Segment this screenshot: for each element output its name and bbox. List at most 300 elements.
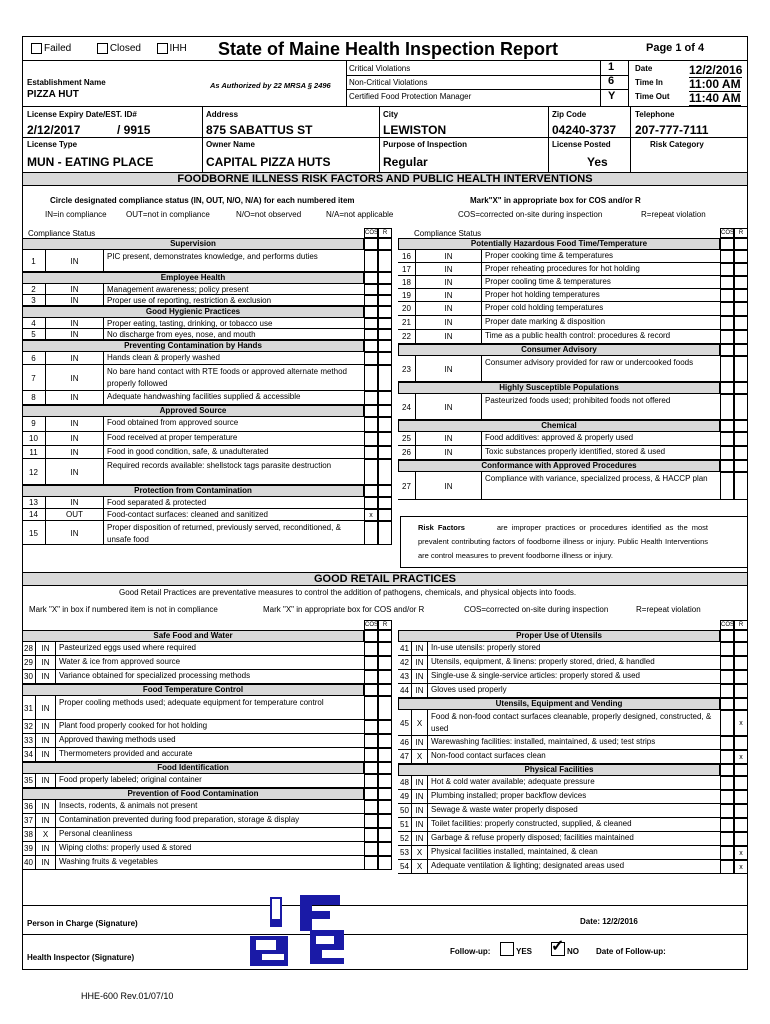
- item-number: 52: [398, 832, 412, 846]
- compliance-status[interactable]: IN: [36, 748, 56, 762]
- compliance-status[interactable]: IN: [46, 391, 104, 405]
- section-band: Potentially Hazardous Food Time/Temperature: [398, 238, 720, 250]
- item-number: 1: [22, 250, 46, 272]
- item-description: Water & ice from approved source: [59, 657, 181, 666]
- r-cell[interactable]: [378, 391, 392, 405]
- item-description: Contamination prevented during food preparation, storage & display: [59, 815, 300, 824]
- item-number: 50: [398, 804, 412, 818]
- cos-cell[interactable]: [364, 352, 378, 365]
- cos-cell[interactable]: [720, 446, 734, 460]
- cos-cell[interactable]: [364, 446, 378, 459]
- compliance-status[interactable]: IN: [416, 356, 482, 382]
- r-cell[interactable]: [734, 250, 748, 263]
- r-cell[interactable]: [378, 340, 392, 352]
- item-number: 47: [398, 750, 412, 764]
- r-cell[interactable]: [734, 420, 748, 432]
- r-cell[interactable]: [734, 832, 748, 846]
- risk-instruction-2: Mark"X" in appropriate box for COS and/or R: [470, 196, 641, 205]
- r-cell[interactable]: [378, 842, 392, 856]
- r-cell[interactable]: [378, 630, 392, 642]
- cos-cell[interactable]: [720, 684, 734, 698]
- item-number: 36: [22, 800, 36, 814]
- r-cell[interactable]: [378, 748, 392, 762]
- cos-cell[interactable]: [720, 432, 734, 446]
- compliance-status[interactable]: IN: [416, 302, 482, 316]
- cos-cell[interactable]: [720, 316, 734, 330]
- compliance-status[interactable]: X: [412, 710, 428, 736]
- cos-cell[interactable]: [720, 736, 734, 750]
- cos-cell[interactable]: [720, 750, 734, 764]
- time-out-value: 11:40 AM: [689, 91, 741, 105]
- establishment-name-label: Establishment Name: [27, 78, 106, 87]
- cos-cell[interactable]: [720, 382, 734, 394]
- item-number: 22: [398, 330, 416, 344]
- r-cell[interactable]: [734, 776, 748, 790]
- r-header: R: [734, 620, 748, 630]
- r-cell[interactable]: [734, 670, 748, 684]
- cos-cell[interactable]: [364, 459, 378, 485]
- compliance-status[interactable]: IN: [46, 284, 104, 295]
- r-cell[interactable]: [378, 284, 392, 295]
- item-number: 3: [22, 295, 46, 306]
- compliance-status[interactable]: X: [412, 750, 428, 764]
- closed-label: Closed: [109, 43, 141, 55]
- cos-cell[interactable]: [364, 630, 378, 642]
- compliance-status[interactable]: IN: [46, 432, 104, 446]
- compliance-status[interactable]: IN: [36, 734, 56, 748]
- cos-cell[interactable]: [720, 344, 734, 356]
- compliance-status[interactable]: IN: [46, 365, 104, 391]
- r-cell[interactable]: [734, 344, 748, 356]
- compliance-status[interactable]: IN: [46, 417, 104, 432]
- compliance-status[interactable]: IN: [412, 736, 428, 750]
- r-cell[interactable]: [378, 446, 392, 459]
- r-cell[interactable]: [734, 316, 748, 330]
- item-description: Wiping cloths: properly used & stored: [59, 843, 192, 852]
- compliance-status[interactable]: X: [412, 860, 428, 874]
- cos-cell[interactable]: [364, 340, 378, 352]
- item-description: In-use utensils: properly stored: [431, 643, 541, 652]
- cos-cell[interactable]: [364, 238, 378, 250]
- item-number: 18: [398, 276, 416, 289]
- r-cell[interactable]: [734, 764, 748, 776]
- section-band: Safe Food and Water: [22, 630, 364, 642]
- item-number: 7: [22, 365, 46, 391]
- r-cell[interactable]: [378, 365, 392, 391]
- cos-cell[interactable]: [364, 828, 378, 842]
- cos-cell[interactable]: [720, 764, 734, 776]
- item-description: Food in good condition, safe, & unadulterated: [107, 447, 269, 456]
- r-cell[interactable]: [734, 790, 748, 804]
- compliance-status[interactable]: IN: [416, 330, 482, 344]
- r-cell[interactable]: [378, 509, 392, 521]
- r-cell[interactable]: [734, 263, 748, 276]
- cos-cell[interactable]: [720, 460, 734, 472]
- r-cell[interactable]: [734, 698, 748, 710]
- r-cell[interactable]: [734, 684, 748, 698]
- r-cell[interactable]: [378, 670, 392, 684]
- cos-cell[interactable]: [720, 238, 734, 250]
- cos-cell[interactable]: [364, 272, 378, 284]
- r-cell[interactable]: x: [734, 860, 748, 874]
- compliance-status[interactable]: IN: [416, 472, 482, 500]
- compliance-status-header: Compliance Status: [28, 229, 96, 238]
- item-number: 41: [398, 642, 412, 656]
- cos-cell[interactable]: [720, 394, 734, 420]
- legend-cos: COS=corrected on-site during inspection: [458, 210, 603, 219]
- legend-no: N/O=not observed: [236, 210, 302, 219]
- compliance-status[interactable]: IN: [36, 656, 56, 670]
- item-number: 10: [22, 432, 46, 446]
- compliance-status[interactable]: IN: [412, 818, 428, 832]
- item-description: Physical facilities installed, maintained, & clean: [431, 847, 598, 856]
- compliance-status[interactable]: X: [36, 828, 56, 842]
- r-cell[interactable]: [378, 352, 392, 365]
- cos-cell[interactable]: [364, 774, 378, 788]
- cos-header: COS: [721, 622, 735, 628]
- compliance-status[interactable]: IN: [46, 250, 104, 272]
- section-band: Approved Source: [22, 405, 364, 417]
- item-number: 43: [398, 670, 412, 684]
- compliance-status[interactable]: IN: [416, 276, 482, 289]
- license-type-value: MUN - EATING PLACE: [27, 155, 154, 169]
- compliance-status[interactable]: IN: [416, 394, 482, 420]
- cos-cell[interactable]: [364, 642, 378, 656]
- r-cell[interactable]: [378, 656, 392, 670]
- cos-cell[interactable]: [720, 302, 734, 316]
- cos-cell[interactable]: [364, 318, 378, 329]
- r-cell[interactable]: [734, 302, 748, 316]
- cos-header: COS: [721, 230, 735, 236]
- cos-cell[interactable]: [364, 748, 378, 762]
- cos-cell[interactable]: [720, 698, 734, 710]
- cos-cell[interactable]: [720, 276, 734, 289]
- compliance-status[interactable]: IN: [412, 776, 428, 790]
- good-retail-subtitle: Good Retail Practices are preventative measures to control the addition of pathogens, chemicals, and physical objects into foods.: [119, 588, 577, 597]
- item-description: Proper cold holding temperatures: [485, 303, 604, 312]
- compliance-status[interactable]: IN: [36, 842, 56, 856]
- item-description: Proper cooling time & temperatures: [485, 277, 611, 286]
- r-cell[interactable]: [378, 272, 392, 284]
- r-cell[interactable]: [378, 306, 392, 318]
- cos-cell[interactable]: [364, 295, 378, 306]
- item-description: Adequate handwashing facilities supplied & accessible: [107, 392, 301, 401]
- cos-cell[interactable]: [364, 788, 378, 800]
- cos-header: COS: [365, 230, 379, 236]
- compliance-status[interactable]: IN: [46, 329, 104, 340]
- cos-cell[interactable]: [364, 485, 378, 497]
- person-in-charge-label: Person in Charge (Signature): [27, 919, 138, 928]
- compliance-status[interactable]: IN: [46, 497, 104, 509]
- item-description: Proper cooling methods used; adequate equipment for temperature control: [59, 698, 324, 707]
- cos-cell[interactable]: [364, 405, 378, 417]
- cos-cell[interactable]: [364, 670, 378, 684]
- telephone-label: Telephone: [635, 110, 675, 119]
- cos-cell[interactable]: [720, 860, 734, 874]
- compliance-status[interactable]: IN: [416, 446, 482, 460]
- cos-cell[interactable]: [364, 250, 378, 272]
- cos-cell[interactable]: [364, 284, 378, 295]
- compliance-status[interactable]: IN: [36, 856, 56, 870]
- item-description: No bare hand contact with RTE foods or approved alternate method properly followed: [107, 367, 347, 388]
- item-number: 24: [398, 394, 416, 420]
- cos-cell[interactable]: [720, 356, 734, 382]
- cos-cell[interactable]: [364, 656, 378, 670]
- cos-cell[interactable]: [720, 263, 734, 276]
- r-cell[interactable]: [378, 295, 392, 306]
- noncritical-violations-count: 6: [608, 75, 615, 87]
- r-cell[interactable]: [378, 250, 392, 272]
- compliance-status[interactable]: IN: [416, 289, 482, 302]
- compliance-status[interactable]: IN: [416, 263, 482, 276]
- item-description: Garbage & refuse properly disposed; facilities maintained: [431, 833, 634, 842]
- compliance-status[interactable]: IN: [412, 656, 428, 670]
- cos-cell[interactable]: x: [364, 509, 378, 521]
- item-number: 20: [398, 302, 416, 316]
- follow-up-yes-checkbox[interactable]: [500, 942, 514, 956]
- item-number: 6: [22, 352, 46, 365]
- item-number: 48: [398, 776, 412, 790]
- item-number: 4: [22, 318, 46, 329]
- cos-cell[interactable]: [364, 856, 378, 870]
- cos-cell[interactable]: [720, 776, 734, 790]
- r-cell[interactable]: [734, 446, 748, 460]
- compliance-status[interactable]: IN: [46, 295, 104, 306]
- cos-cell[interactable]: [720, 289, 734, 302]
- cos-cell[interactable]: [720, 420, 734, 432]
- compliance-status[interactable]: IN: [416, 250, 482, 263]
- r-cell[interactable]: [734, 472, 748, 500]
- cos-cell[interactable]: [364, 814, 378, 828]
- item-number: 40: [22, 856, 36, 870]
- item-number: 2: [22, 284, 46, 295]
- r-cell[interactable]: [734, 432, 748, 446]
- cos-cell[interactable]: [364, 306, 378, 318]
- compliance-status[interactable]: IN: [412, 832, 428, 846]
- r-cell[interactable]: [734, 630, 748, 642]
- cos-cell[interactable]: [364, 842, 378, 856]
- compliance-status[interactable]: IN: [412, 670, 428, 684]
- item-description: Warewashing facilities: installed, maintained, & used; test strips: [431, 737, 656, 746]
- item-description: Toilet facilities: properly constructed, supplied, & cleaned: [431, 819, 632, 828]
- cos-cell[interactable]: [364, 391, 378, 405]
- cos-cell[interactable]: [364, 365, 378, 391]
- r-cell[interactable]: [734, 276, 748, 289]
- cos-cell[interactable]: [364, 521, 378, 545]
- compliance-status[interactable]: IN: [36, 814, 56, 828]
- cos-cell[interactable]: [364, 417, 378, 432]
- item-number: 29: [22, 656, 36, 670]
- r-cell[interactable]: [378, 814, 392, 828]
- cos-cell[interactable]: [364, 329, 378, 340]
- section-band: Chemical: [398, 420, 720, 432]
- r-cell[interactable]: [378, 432, 392, 446]
- person-in-charge-signature: [260, 893, 350, 933]
- item-description: Non-food contact surfaces clean: [431, 751, 546, 760]
- cos-cell[interactable]: [720, 832, 734, 846]
- section-band: Proper Use of Utensils: [398, 630, 720, 642]
- item-number: 5: [22, 329, 46, 340]
- cos-cell[interactable]: [364, 497, 378, 509]
- status-checkboxes: [31, 43, 187, 54]
- item-number: 11: [22, 446, 46, 459]
- cos-cell[interactable]: [364, 684, 378, 696]
- compliance-status[interactable]: IN: [412, 684, 428, 698]
- compliance-status[interactable]: IN: [412, 804, 428, 818]
- cfpm-value: Y: [608, 90, 616, 102]
- r-cell[interactable]: [378, 485, 392, 497]
- legend-na: N/A=not applicable: [326, 210, 394, 219]
- compliance-status[interactable]: IN: [46, 521, 104, 545]
- item-description: Thermometers provided and accurate: [59, 749, 193, 758]
- item-description: Personal cleanliness: [59, 829, 133, 838]
- cos-cell[interactable]: [364, 720, 378, 734]
- r-cell[interactable]: [734, 289, 748, 302]
- r-cell[interactable]: [378, 800, 392, 814]
- item-number: 9: [22, 417, 46, 432]
- item-number: 51: [398, 818, 412, 832]
- section-band: Protection from Contamination: [22, 485, 364, 497]
- r-cell[interactable]: [734, 736, 748, 750]
- compliance-status[interactable]: IN: [416, 432, 482, 446]
- cos-cell[interactable]: [364, 696, 378, 720]
- r-cell[interactable]: [734, 330, 748, 344]
- r-cell[interactable]: x: [734, 710, 748, 736]
- r-cell[interactable]: [734, 656, 748, 670]
- r-cell[interactable]: [734, 804, 748, 818]
- r-cell[interactable]: [378, 329, 392, 340]
- item-description: Proper disposition of returned, previously served, reconditioned, & unsafe food: [107, 523, 341, 544]
- form-id: HHE-600 Rev.01/07/10: [81, 991, 174, 1001]
- health-inspector-signature: [250, 930, 350, 968]
- r-cell[interactable]: [378, 318, 392, 329]
- ihh-checkbox[interactable]: [157, 43, 168, 54]
- compliance-status[interactable]: X: [412, 846, 428, 860]
- item-number: 42: [398, 656, 412, 670]
- cos-cell[interactable]: [720, 818, 734, 832]
- compliance-status[interactable]: IN: [36, 696, 56, 720]
- item-description: Hands clean & properly washed: [107, 353, 220, 362]
- r-cell[interactable]: [734, 382, 748, 394]
- r-cell[interactable]: [378, 696, 392, 720]
- compliance-status[interactable]: IN: [416, 316, 482, 330]
- compliance-status[interactable]: IN: [36, 800, 56, 814]
- cos-cell[interactable]: [720, 804, 734, 818]
- risk-factors-note-label: Risk Factors: [418, 523, 465, 532]
- inspection-date: Date: 12/2/2016: [580, 917, 638, 926]
- compliance-status[interactable]: IN: [46, 352, 104, 365]
- compliance-status[interactable]: IN: [36, 642, 56, 656]
- cos-cell[interactable]: [364, 734, 378, 748]
- legend-in: IN=in compliance: [45, 210, 107, 219]
- compliance-status[interactable]: IN: [46, 318, 104, 329]
- cos-cell[interactable]: [364, 432, 378, 446]
- cos-cell[interactable]: [720, 670, 734, 684]
- cos-cell[interactable]: [720, 630, 734, 642]
- r-cell[interactable]: [378, 734, 392, 748]
- item-number: 54: [398, 860, 412, 874]
- r-cell[interactable]: [734, 642, 748, 656]
- compliance-status[interactable]: IN: [36, 670, 56, 684]
- address-value: 875 SABATTUS ST: [206, 123, 313, 137]
- license-posted-value: Yes: [587, 155, 608, 169]
- compliance-status[interactable]: IN: [46, 446, 104, 459]
- failed-checkbox[interactable]: [31, 43, 42, 54]
- cos-cell[interactable]: [720, 656, 734, 670]
- r-cell[interactable]: [378, 417, 392, 432]
- r-cell[interactable]: [378, 497, 392, 509]
- r-cell[interactable]: [378, 720, 392, 734]
- item-description: Sewage & waste water properly disposed: [431, 805, 578, 814]
- item-description: Hot & cold water available; adequate pressure: [431, 777, 595, 786]
- r-cell[interactable]: [378, 459, 392, 485]
- cos-cell[interactable]: [720, 710, 734, 736]
- r-cell[interactable]: [378, 774, 392, 788]
- cos-cell[interactable]: [364, 800, 378, 814]
- item-number: 19: [398, 289, 416, 302]
- r-cell[interactable]: [378, 762, 392, 774]
- r-cell[interactable]: x: [734, 750, 748, 764]
- section-band: Food Temperature Control: [22, 684, 364, 696]
- cos-cell[interactable]: [364, 762, 378, 774]
- r-cell[interactable]: [378, 684, 392, 696]
- compliance-status[interactable]: IN: [412, 642, 428, 656]
- cos-cell[interactable]: [720, 330, 734, 344]
- r-cell[interactable]: [734, 394, 748, 420]
- r-cell[interactable]: x: [734, 846, 748, 860]
- item-description: Proper hot holding temperatures: [485, 290, 600, 299]
- r-cell[interactable]: [378, 828, 392, 842]
- time-out-label: Time Out: [635, 92, 670, 101]
- r-cell[interactable]: [378, 788, 392, 800]
- cos-cell[interactable]: [720, 472, 734, 500]
- noncritical-violations-label: Non-Critical Violations: [349, 78, 428, 87]
- ihh-label: IHH: [169, 43, 187, 55]
- cos-cell[interactable]: [720, 250, 734, 263]
- r-cell[interactable]: [378, 405, 392, 417]
- r-cell[interactable]: [378, 856, 392, 870]
- item-description: Pasteurized eggs used where required: [59, 643, 196, 652]
- item-number: 49: [398, 790, 412, 804]
- compliance-status[interactable]: OUT: [46, 509, 104, 521]
- closed-checkbox[interactable]: [97, 43, 108, 54]
- item-description: Variance obtained for specialized processing methods: [59, 671, 251, 680]
- cos-cell[interactable]: [720, 790, 734, 804]
- r-cell[interactable]: [378, 642, 392, 656]
- report-title: State of Maine Health Inspection Report: [218, 39, 559, 59]
- compliance-status[interactable]: IN: [46, 459, 104, 485]
- legend-r: R=repeat violation: [641, 210, 706, 219]
- compliance-status[interactable]: IN: [36, 720, 56, 734]
- city-label: City: [383, 110, 399, 119]
- item-number: 45: [398, 710, 412, 736]
- risk-factors-note-body: are improper practices or procedures identified as the most prevalent contributing factors of foodborne illness or injury. Public Health Interventions are control measures to prevent foodborne illness or injury.: [418, 523, 708, 560]
- compliance-status[interactable]: IN: [412, 790, 428, 804]
- r-cell[interactable]: [378, 238, 392, 250]
- compliance-status[interactable]: IN: [36, 774, 56, 788]
- cos-cell[interactable]: [720, 846, 734, 860]
- item-description: Toxic substances properly identified, stored & used: [485, 447, 666, 456]
- item-description: Food-contact surfaces: cleaned and sanitized: [107, 510, 268, 519]
- item-number: 46: [398, 736, 412, 750]
- r-cell[interactable]: [734, 238, 748, 250]
- critical-violations-count: 1: [608, 61, 615, 73]
- r-cell[interactable]: [734, 460, 748, 472]
- r-cell[interactable]: [734, 356, 748, 382]
- r-cell[interactable]: [378, 521, 392, 545]
- r-cell[interactable]: [734, 818, 748, 832]
- cos-cell[interactable]: [720, 642, 734, 656]
